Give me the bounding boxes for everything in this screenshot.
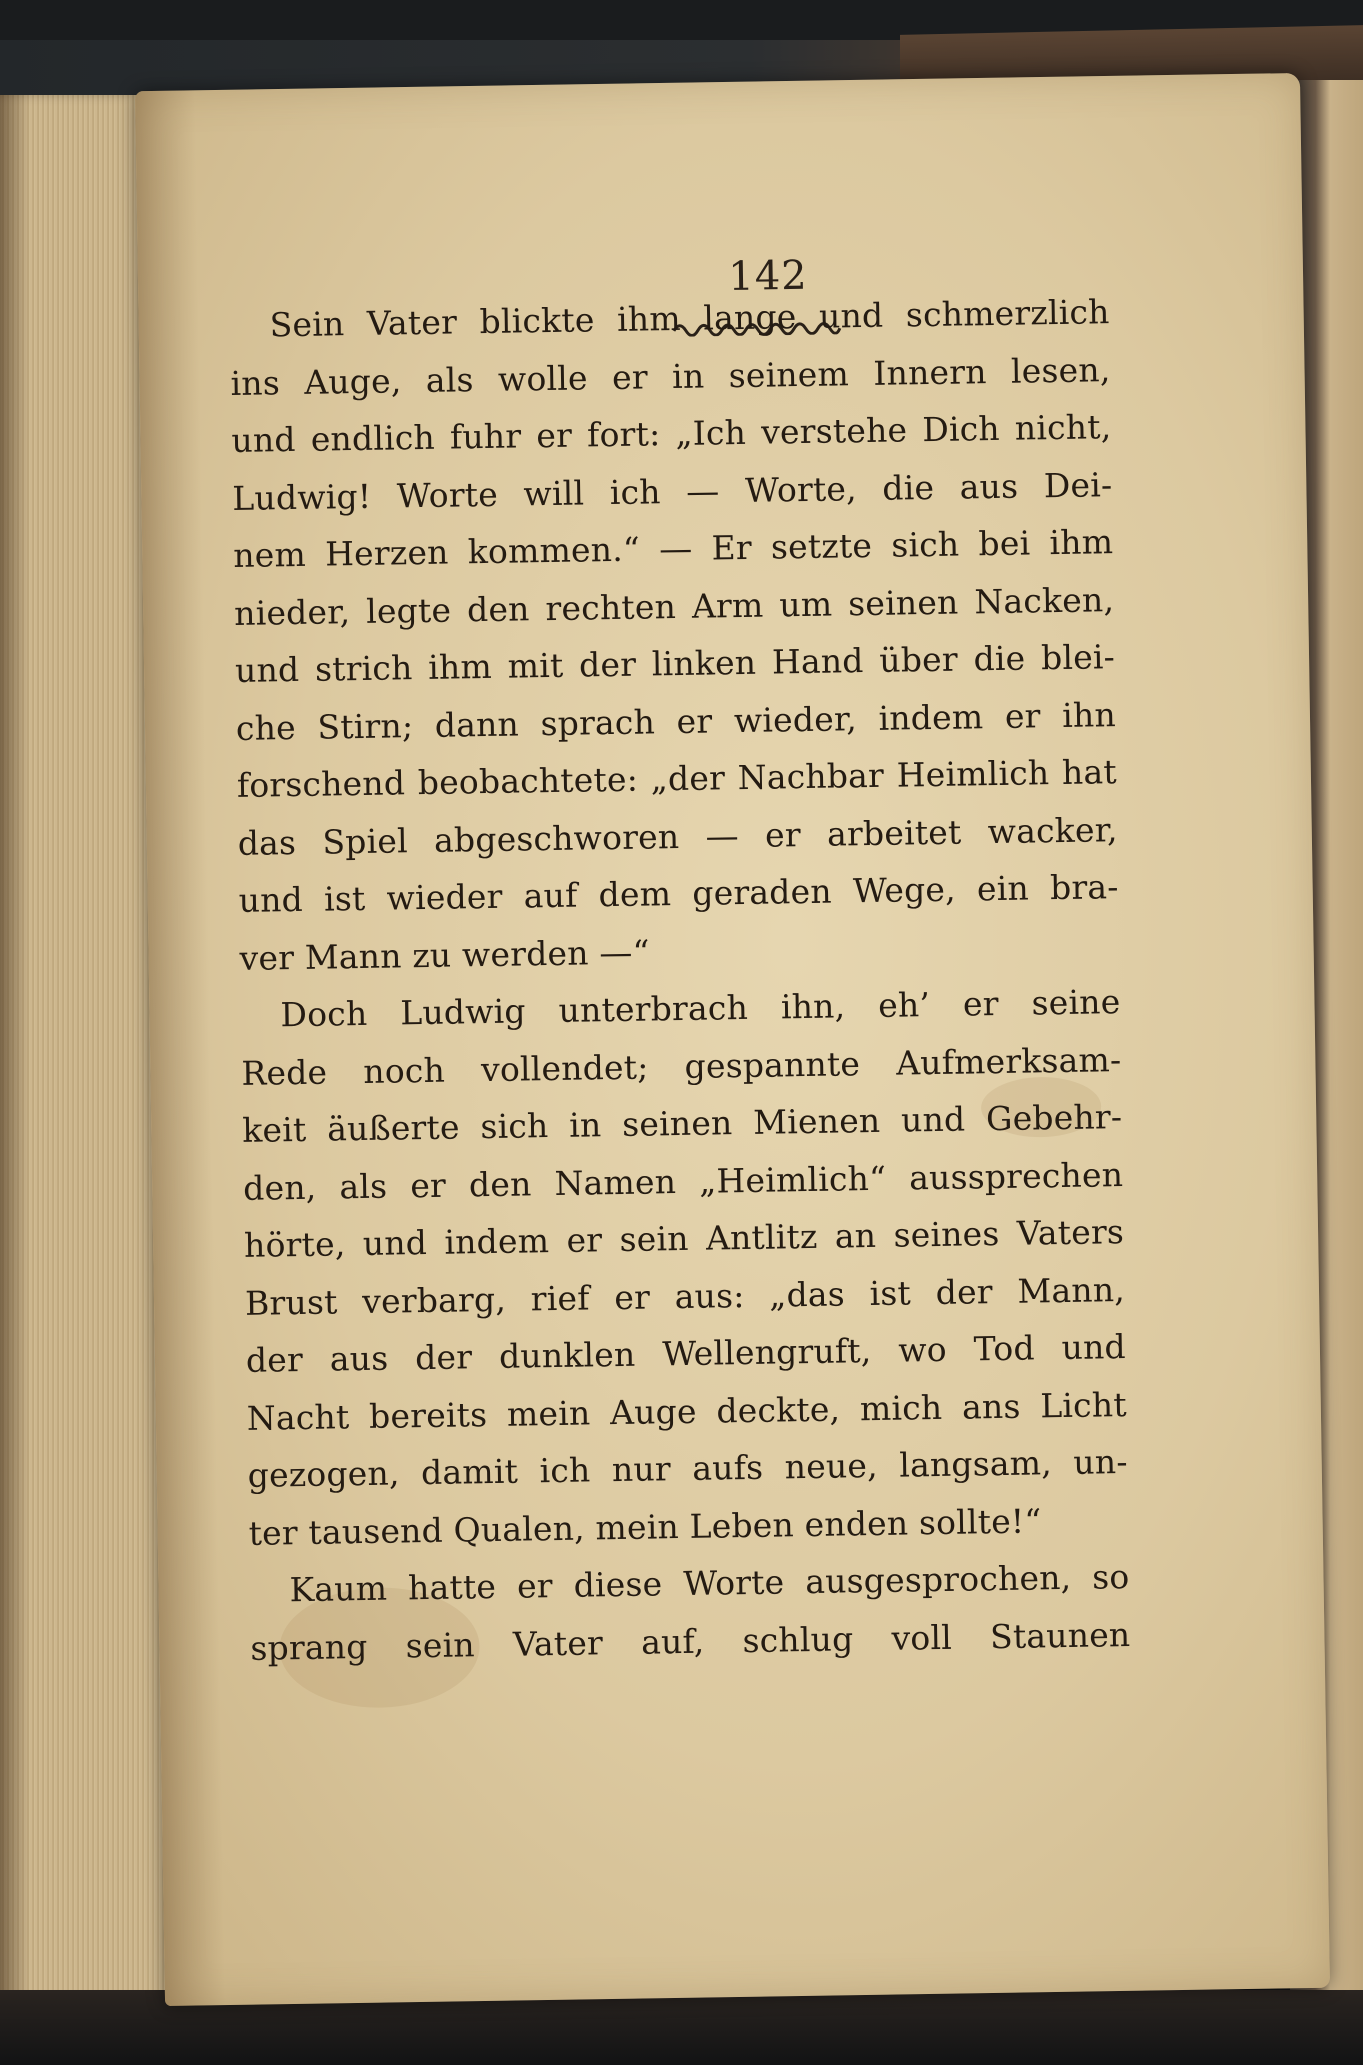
text-line: und endlich fuhr er fort: „Ich verstehe Dich nicht, [231,407,1112,460]
text-line: sprang sein Vater auf, schlug voll Staunen [250,1614,1131,1668]
text-line: ver Mann zu werden —“ [239,931,650,978]
text-line: hörte, und indem er sein Antlitz an seines Vaters [243,1212,1125,1265]
text-line: keit äußerte sich in seinen Mienen und Gebehr- [242,1097,1123,1150]
text-line: und ist wieder auf dem geraden Wege, ein bra- [238,867,1119,920]
text-line: Doch Ludwig unterbrach ihn, eh’ er seine [280,982,1121,1035]
page-number: 142 [727,252,809,300]
page-edges-shadow [0,95,30,2000]
text-line: nem Herzen kommen.“ — Er setzte sich bei ihm [232,522,1114,575]
text-line: Nacht bereits mein Auge deckte, mich ans Licht [246,1384,1128,1438]
text-line: Brust verbarg, rief er aus: „das ist der Mann, [244,1269,1126,1323]
text-line: che Stirn; dann sprach er wieder, indem er ihn [235,694,1117,748]
paragraph [240,973,1129,1562]
paragraph [229,283,1120,987]
text-line: Kaum hatte er diese Worte ausgesprochen, so [289,1557,1130,1610]
text-line: der aus der dunklen Wellengruft, wo Tod und [245,1327,1127,1380]
text-line: ter tausend Qualen, mein Leben enden sollte!“ [248,1500,1042,1553]
text-line: und strich ihm mit der linken Hand über die blei- [234,637,1116,690]
text-line: forschend beobachtete: „der Nachbar Heimlich hat [236,752,1118,805]
text-line: den, als er den Namen „Heimlich“ aussprechen [242,1154,1124,1208]
text-line: ins Auge, als wolle er in seinem Innern lesen, [230,349,1111,403]
text-line: Sein Vater blickte ihm lange und schmerzlich [269,292,1110,345]
text-line: nieder, legte den rechten Arm um seinen Nacken, [233,579,1115,633]
body-text [229,283,1131,1677]
text-line: Ludwig! Worte will ich — Worte, die aus Dei- [232,464,1113,518]
paragraph [249,1548,1131,1677]
text-line: Rede noch vollendet; gespannte Aufmerksam- [241,1039,1122,1093]
text-line: das Spiel abgeschworen — er arbeitet wacker, [237,809,1118,863]
text-line: gezogen, damit ich nur aufs neue, langsam, un- [247,1442,1128,1495]
